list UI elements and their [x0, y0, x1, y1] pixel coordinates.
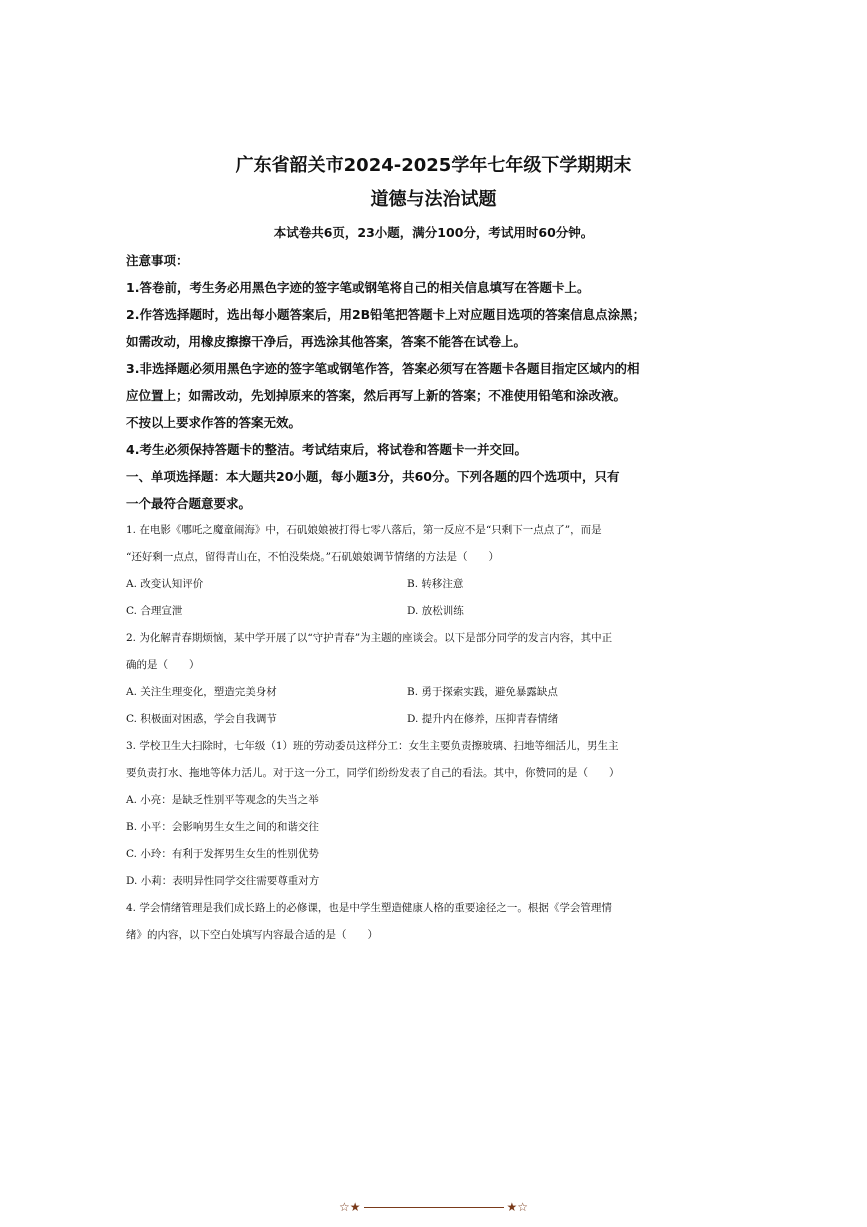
footer-stars-right: ★☆ — [506, 1200, 529, 1214]
question-text: 绪》的内容，以下空白处填写内容最合适的是（ ） — [126, 929, 378, 941]
notice-line: 4.考生必须保持答题卡的整洁。考试结束后，将试卷和答题卡一并交回。 — [126, 442, 527, 457]
option-d: D. 小莉：表明异性同学交往需要尊重对方 — [126, 875, 320, 887]
option-a: A. 关注生理变化，塑造完美身材 — [126, 686, 277, 698]
notice-line: 1.答卷前，考生务必用黑色字迹的签字笔或钢笔将自己的相关信息填写在答题卡上。 — [126, 280, 590, 295]
question-text: “还好剩一点点，留得青山在，不怕没柴烧。”石矶娘娘调节情绪的方法是（ ） — [126, 551, 499, 563]
notice-line: 应位置上；如需改动，先划掉原来的答案，然后再写上新的答案；不准使用铅笔和涂改液。 — [126, 388, 627, 403]
section-line: 一个最符合题意要求。 — [126, 496, 252, 511]
question-text: 4. 学会情绪管理是我们成长路上的必修课，也是中学生塑造健康人格的重要途径之一。根据《学会管理情 — [126, 902, 612, 914]
notice-line: 3.非选择题必须用黑色字迹的签字笔或钢笔作答，答案必须写在答题卡各题目指定区域内的相 — [126, 361, 640, 376]
question-text: 3. 学校卫生大扫除时，七年级（1）班的劳动委员这样分工：女生主要负责擦玻璃、扫地等细活儿，男生主 — [126, 740, 619, 752]
option-d: D. 提升内在修养，压抑青春情绪 — [407, 713, 559, 725]
notice-line: 如需改动，用橡皮擦擦干净后，再选涂其他答案，答案不能答在试卷上。 — [126, 334, 527, 349]
question-text: 2. 为化解青春期烦恼，某中学开展了以“守护青春”为主题的座谈会。以下是部分同学的发言内容，其中正 — [126, 632, 613, 644]
question-text: 确的是（ ） — [126, 659, 200, 671]
option-d: D. 放松训练 — [407, 605, 464, 617]
exam-info: 本试卷共6页，23小题，满分100分，考试用时60分钟。 — [273, 225, 594, 240]
option-c: C. 小玲：有利于发挥男生女生的性别优势 — [126, 848, 319, 860]
option-b: B. 小平：会影响男生女生之间的和谐交往 — [126, 821, 319, 833]
option-a: A. 小亮：是缺乏性别平等观念的失当之举 — [126, 794, 319, 806]
question-text: 1. 在电影《哪吒之魔童闹海》中，石矶娘娘被打得七零八落后，第一反应不是“只剩下一点点了”，而是 — [126, 524, 602, 536]
page-footer-ornament — [0, 1200, 867, 1214]
page-subtitle: 道德与法治试题 — [370, 189, 497, 210]
footer-rule — [364, 1207, 504, 1208]
notice-line: 2.作答选择题时，选出每小题答案后，用2B铅笔把答题卡上对应题目选项的答案信息点涂黑； — [126, 307, 646, 322]
option-b: B. 转移注意 — [407, 578, 464, 590]
page-title: 广东省韶关市2024-2025学年七年级下学期期末 — [235, 155, 632, 176]
option-a: A. 改变认知评价 — [126, 578, 204, 590]
notice-line: 不按以上要求作答的答案无效。 — [126, 415, 302, 430]
section-line: 一、单项选择题：本大题共20小题，每小题3分，共60分。下列各题的四个选项中，只有 — [126, 469, 620, 484]
option-b: B. 勇于探索实践，避免暴露缺点 — [407, 686, 558, 698]
option-c: C. 积极面对困惑，学会自我调节 — [126, 713, 277, 725]
notice-heading: 注意事项： — [126, 253, 189, 268]
option-c: C. 合理宣泄 — [126, 605, 183, 617]
question-text: 要负责打水、拖地等体力活儿。对于这一分工，同学们纷纷发表了自己的看法。其中，你赞同的是（ ） — [126, 767, 620, 779]
footer-stars-left: ☆★ — [338, 1200, 361, 1214]
